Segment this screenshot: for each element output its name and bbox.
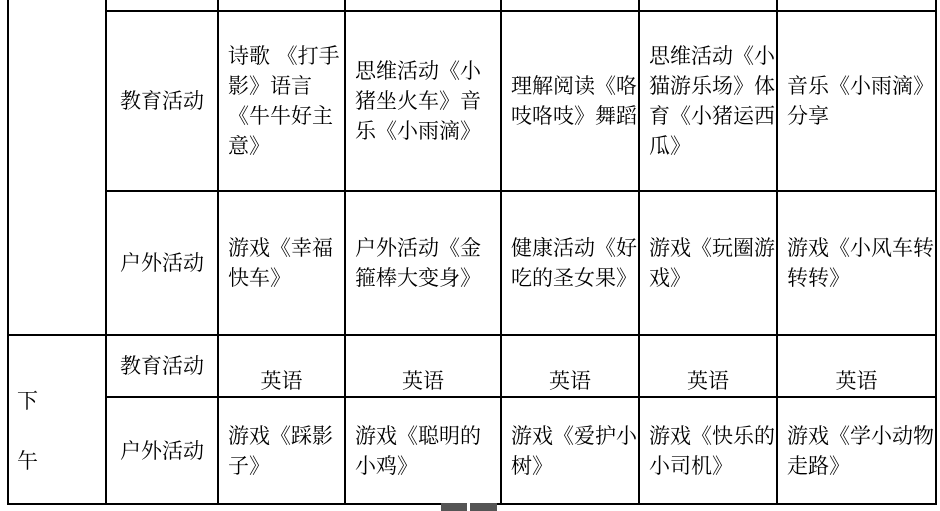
table-cell [639, 0, 777, 11]
table-cell: 诗歌 《打手影》语言《牛牛好主意》 [218, 11, 345, 191]
period-char: 午 [17, 448, 38, 473]
category-cell: 教育活动 [106, 335, 218, 397]
table-cell: 游戏《玩圈游戏》 [639, 191, 777, 335]
category-cell: 户外活动 [106, 397, 218, 504]
category-cell: 户外活动 [106, 191, 218, 335]
table-cell: 思维活动《小猫游乐场》体育《小猪运西瓜》 [639, 11, 777, 191]
table-cell [218, 0, 345, 11]
table-row-afternoon-education [8, 335, 936, 397]
schedule-table [7, 0, 937, 505]
table-row-top-edge [8, 0, 936, 11]
period-cell-morning [8, 0, 106, 335]
table-cell [777, 0, 936, 11]
table-cell: 英语 [218, 335, 345, 397]
table-cell: 英语 [777, 335, 936, 397]
table-cell: 游戏《爱护小树》 [501, 397, 639, 504]
table-row-afternoon-outdoor [8, 397, 936, 504]
table-cell: 游戏《幸福快车》 [218, 191, 345, 335]
table-cell: 游戏《学小动物走路》 [777, 397, 936, 504]
table-cell: 游戏《踩影子》 [218, 397, 345, 504]
table-cell: 音乐《小雨滴》分享 [777, 11, 936, 191]
table-cell: 户外活动《金箍棒大变身》 [345, 191, 501, 335]
table-cell: 游戏《聪明的小鸡》 [345, 397, 501, 504]
table-row-outdoor [8, 191, 936, 335]
page-edge-mark-gap [467, 503, 470, 511]
table-cell: 游戏《快乐的小司机》 [639, 397, 777, 504]
table-cell [106, 0, 218, 11]
table-row-education [8, 11, 936, 191]
table-cell: 英语 [501, 335, 639, 397]
table-cell: 英语 [639, 335, 777, 397]
period-char: 下 [17, 388, 38, 413]
table-cell: 理解阅读《咯吱咯吱》舞蹈 [501, 11, 639, 191]
table-cell [345, 0, 501, 11]
table-cell: 英语 [345, 335, 501, 397]
period-cell-afternoon [8, 335, 106, 504]
table-cell [501, 0, 639, 11]
table-cell: 健康活动《好吃的圣女果》 [501, 191, 639, 335]
category-cell: 教育活动 [106, 11, 218, 191]
table-cell: 思维活动《小猪坐火车》音乐《小雨滴》 [345, 11, 501, 191]
table-cell: 游戏《小风车转转转》 [777, 191, 936, 335]
